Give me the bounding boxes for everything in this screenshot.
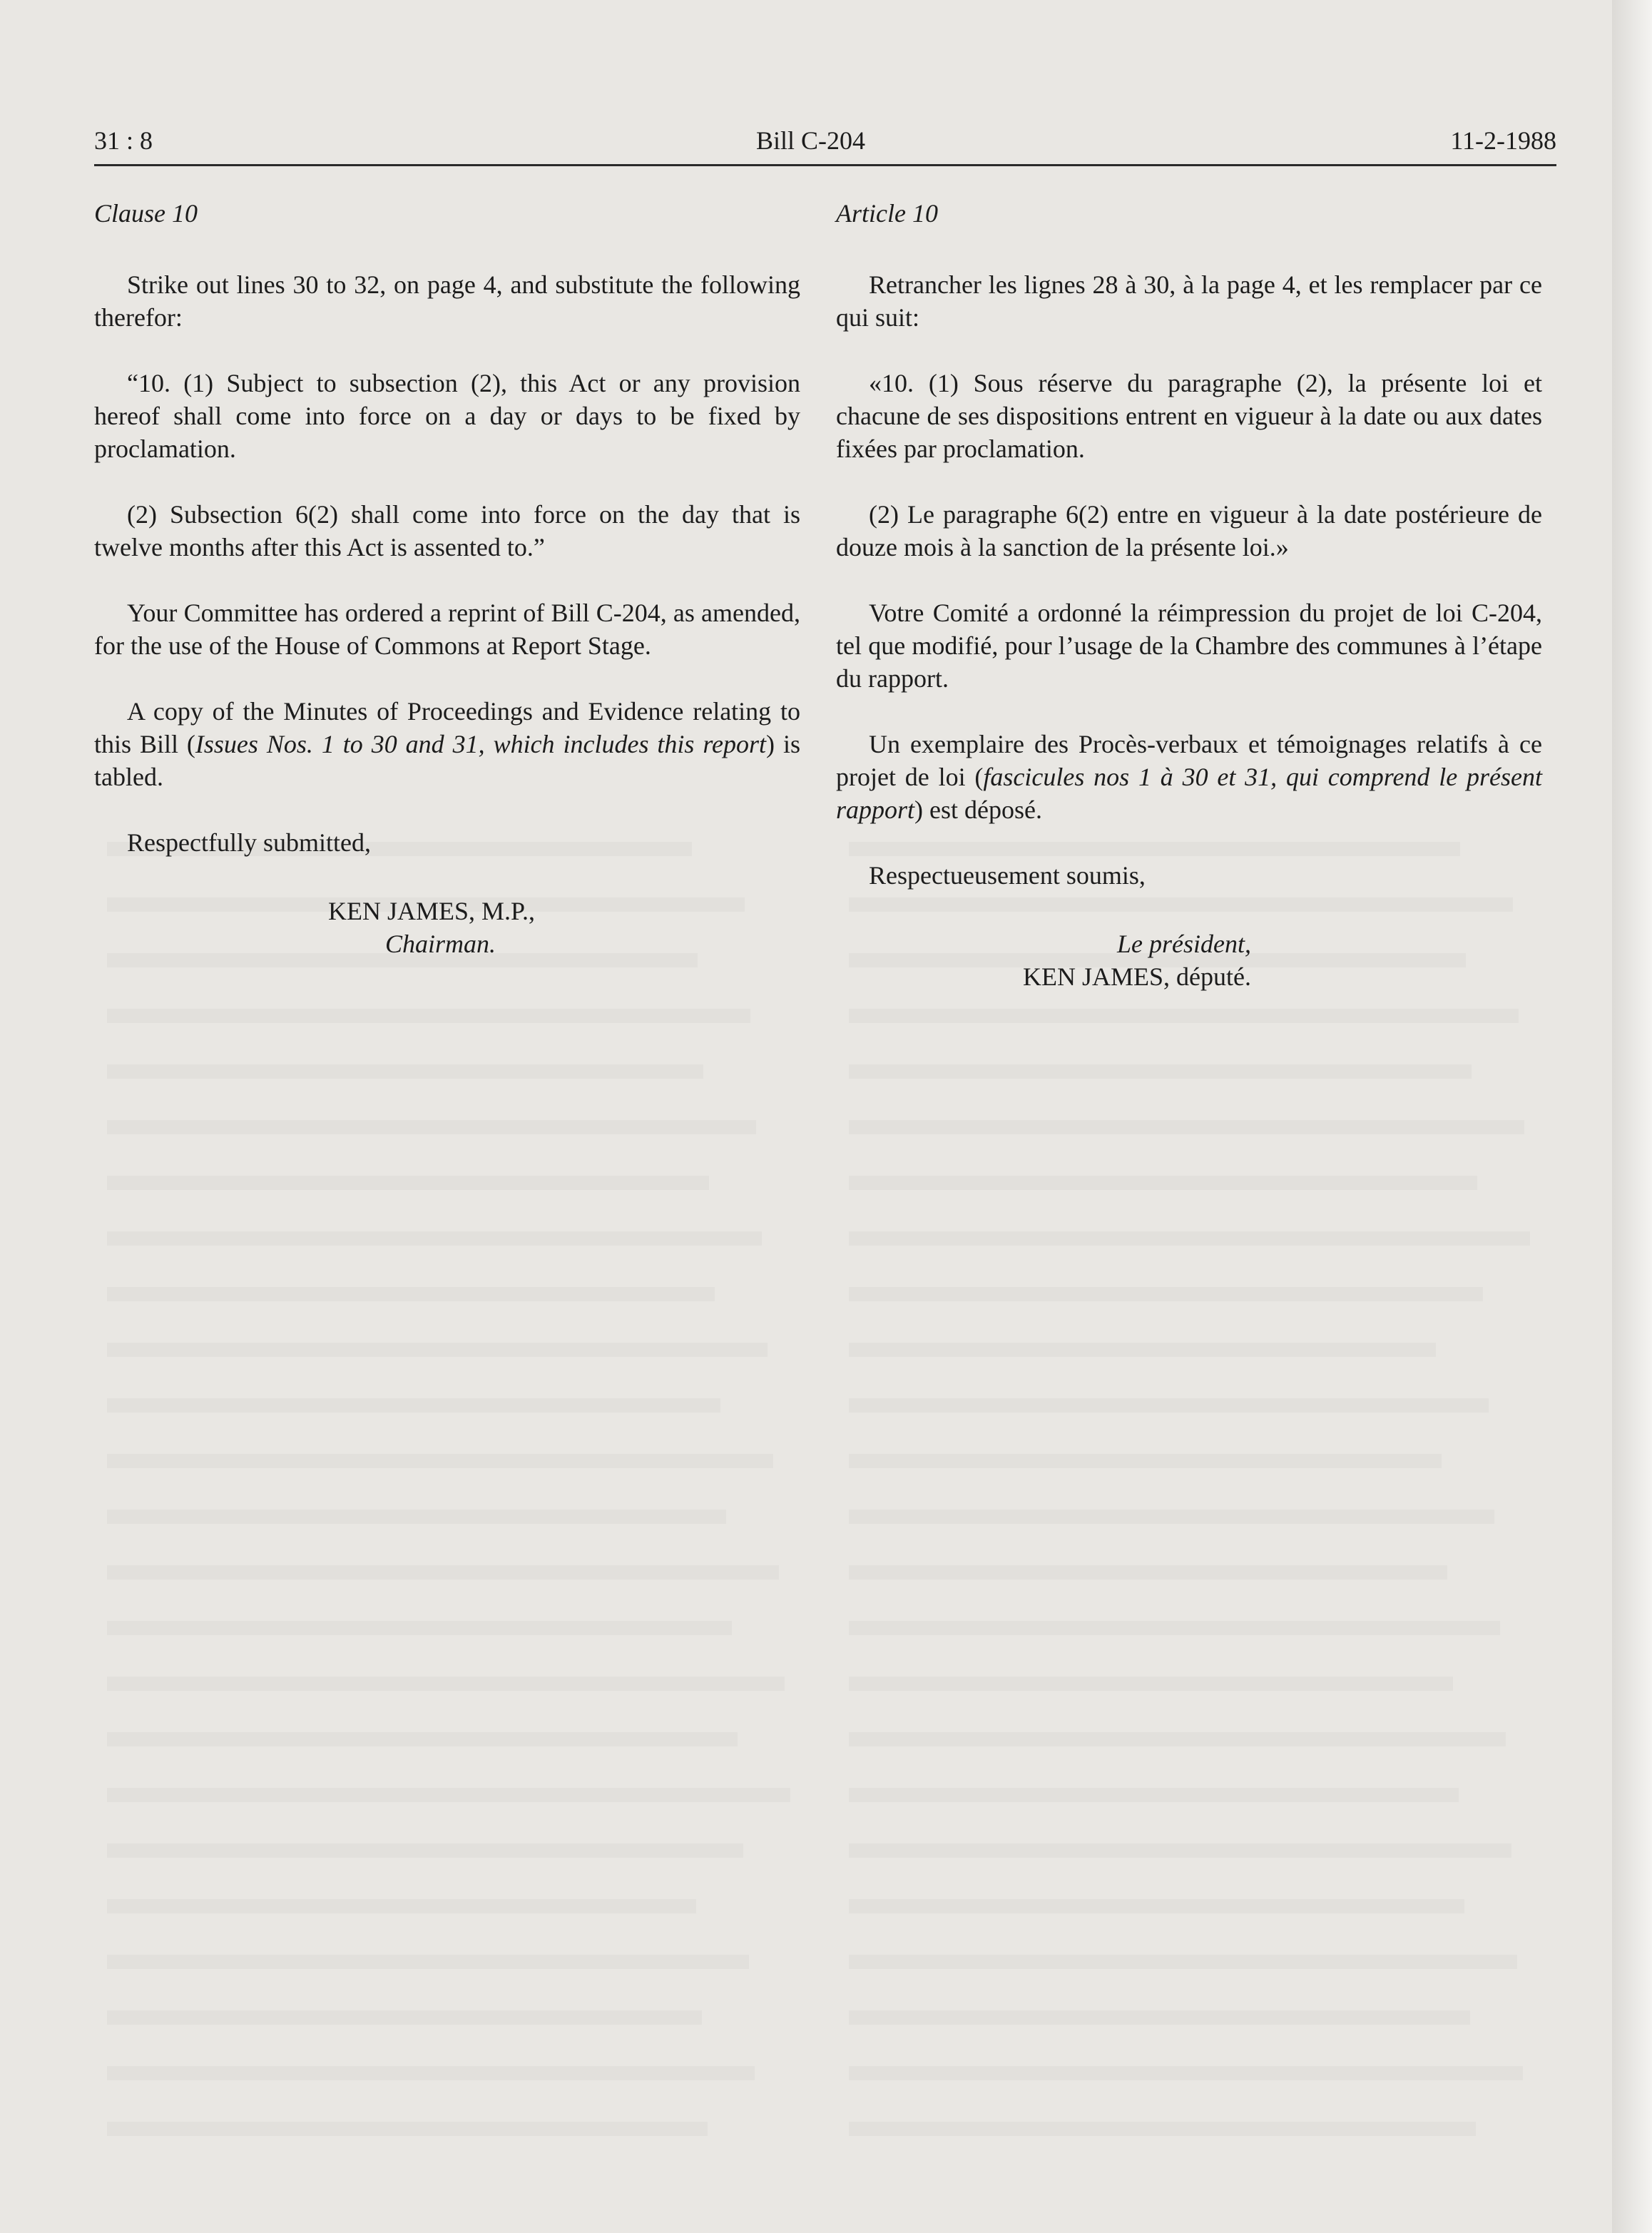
- closing-line-fr: Respectueusement soumis,: [869, 861, 1146, 890]
- minutes-text-end: ) is tabled.: [94, 730, 800, 791]
- amendment-instruction-fr: Retrancher les lignes 28 à 30, à la page 4, et les remplacer par ce qui suit:: [836, 270, 1542, 332]
- minutes-issues-fr: fascicules nos 1 à 30 et 31, qui comprend le présent rapport: [836, 763, 1542, 824]
- show-through-line: [107, 1120, 756, 1134]
- show-through-line: [849, 1398, 1489, 1413]
- show-through-line: [849, 1510, 1494, 1524]
- reprint-statement-fr: Votre Comité a ordonné la réimpression du projet de loi C-204, tel que modifié, pour l’usage de la Chambre des communes à l’étape du rapport.: [836, 599, 1542, 693]
- show-through-line: [849, 1621, 1500, 1635]
- signature-title-fr: Le président,: [1117, 930, 1251, 958]
- signature-title: Chairman.: [385, 930, 496, 958]
- show-through-line: [107, 1343, 768, 1357]
- show-through-line: [849, 2066, 1523, 2080]
- show-through-line: [849, 1732, 1506, 1746]
- amended-subsection-2-fr: (2) Le paragraphe 6(2) entre en vigueur à la date postérieure de douze mois à la sanction de la présente loi.»: [836, 500, 1542, 561]
- show-through-line: [107, 1955, 749, 1969]
- page-number: 31 : 8: [94, 126, 153, 155]
- show-through-line: [849, 1287, 1483, 1301]
- signature-name: KEN JAMES, M.P.,: [328, 897, 536, 925]
- article-heading: Article 10: [836, 199, 938, 228]
- minutes-text-start-fr: Un exemplaire des Procès-verbaux et témoignages relatifs à ce projet de loi (: [836, 730, 1542, 791]
- closing-line: Respectfully submitted,: [127, 828, 371, 857]
- bill-title: Bill C-204: [756, 126, 866, 155]
- french-column: [836, 197, 1542, 993]
- show-through-line: [107, 1287, 715, 1301]
- show-through-line: [107, 1621, 732, 1635]
- show-through-line: [849, 2122, 1476, 2136]
- show-through-line: [849, 1009, 1519, 1023]
- reprint-statement: Your Committee has ordered a reprint of Bill C-204, as amended, for the use of the House of Commons at Report Stage.: [94, 599, 800, 660]
- show-through-line: [107, 1565, 779, 1580]
- minutes-statement-fr: [836, 728, 1542, 826]
- show-through-line: [107, 1231, 762, 1246]
- amended-subsection-1-fr: «10. (1) Sous réserve du paragraphe (2), la présente loi et chacune de ses dispositions entrent en vigueur à la date ou aux dates fixées par proclamation.: [836, 369, 1542, 463]
- header-date: 11-2-1988: [1450, 126, 1556, 155]
- header-rule: [94, 164, 1556, 166]
- signature-name-fr: KEN JAMES, député.: [1023, 962, 1251, 991]
- minutes-issues: Issues Nos. 1 to 30 and 31, which includes this report: [195, 730, 767, 758]
- show-through-line: [849, 1677, 1453, 1691]
- show-through-line: [107, 1788, 790, 1802]
- amendment-instruction: Strike out lines 30 to 32, on page 4, and substitute the following therefor:: [94, 270, 800, 332]
- minutes-text-start: A copy of the Minutes of Proceedings and Evidence relating to this Bill (: [94, 697, 800, 758]
- show-through-line: [849, 1343, 1436, 1357]
- show-through-line: [107, 1064, 703, 1079]
- show-through-line: [107, 1732, 738, 1746]
- clause-heading: Clause 10: [94, 199, 198, 228]
- amended-subsection-2: (2) Subsection 6(2) shall come into force on the day that is twelve months after this Act is assented to.”: [94, 500, 800, 561]
- show-through-line: [849, 1176, 1477, 1190]
- show-through-line: [849, 1955, 1517, 1969]
- minutes-text-end-fr: ) est déposé.: [914, 795, 1042, 824]
- show-through-line: [107, 1454, 773, 1468]
- show-through-line: [107, 2066, 755, 2080]
- show-through-line: [107, 1009, 750, 1023]
- show-through-line: [849, 1843, 1511, 1858]
- page-header: [94, 121, 1556, 161]
- show-through-line: [107, 1899, 696, 1913]
- minutes-statement: [94, 695, 800, 793]
- page-edge-shadow: [1612, 0, 1652, 2233]
- show-through-line: [849, 1565, 1447, 1580]
- amended-subsection-1: “10. (1) Subject to subsection (2), this Act or any provision hereof shall come into force on a day or days to be fixed by proclamation.: [94, 369, 800, 463]
- show-through-line: [849, 1788, 1459, 1802]
- show-through-line: [107, 1176, 709, 1190]
- show-through-line: [849, 1454, 1442, 1468]
- show-through-line: [849, 1120, 1524, 1134]
- show-through-line: [849, 1231, 1530, 1246]
- show-through-line: [849, 1064, 1472, 1079]
- show-through-line: [107, 1677, 785, 1691]
- show-through-line: [849, 2010, 1470, 2025]
- show-through-line: [849, 1899, 1464, 1913]
- show-through-line: [107, 2122, 708, 2136]
- show-through-line: [107, 1398, 720, 1413]
- show-through-line: [107, 1510, 726, 1524]
- english-column: [94, 197, 800, 960]
- show-through-line: [107, 1843, 743, 1858]
- show-through-line: [107, 2010, 702, 2025]
